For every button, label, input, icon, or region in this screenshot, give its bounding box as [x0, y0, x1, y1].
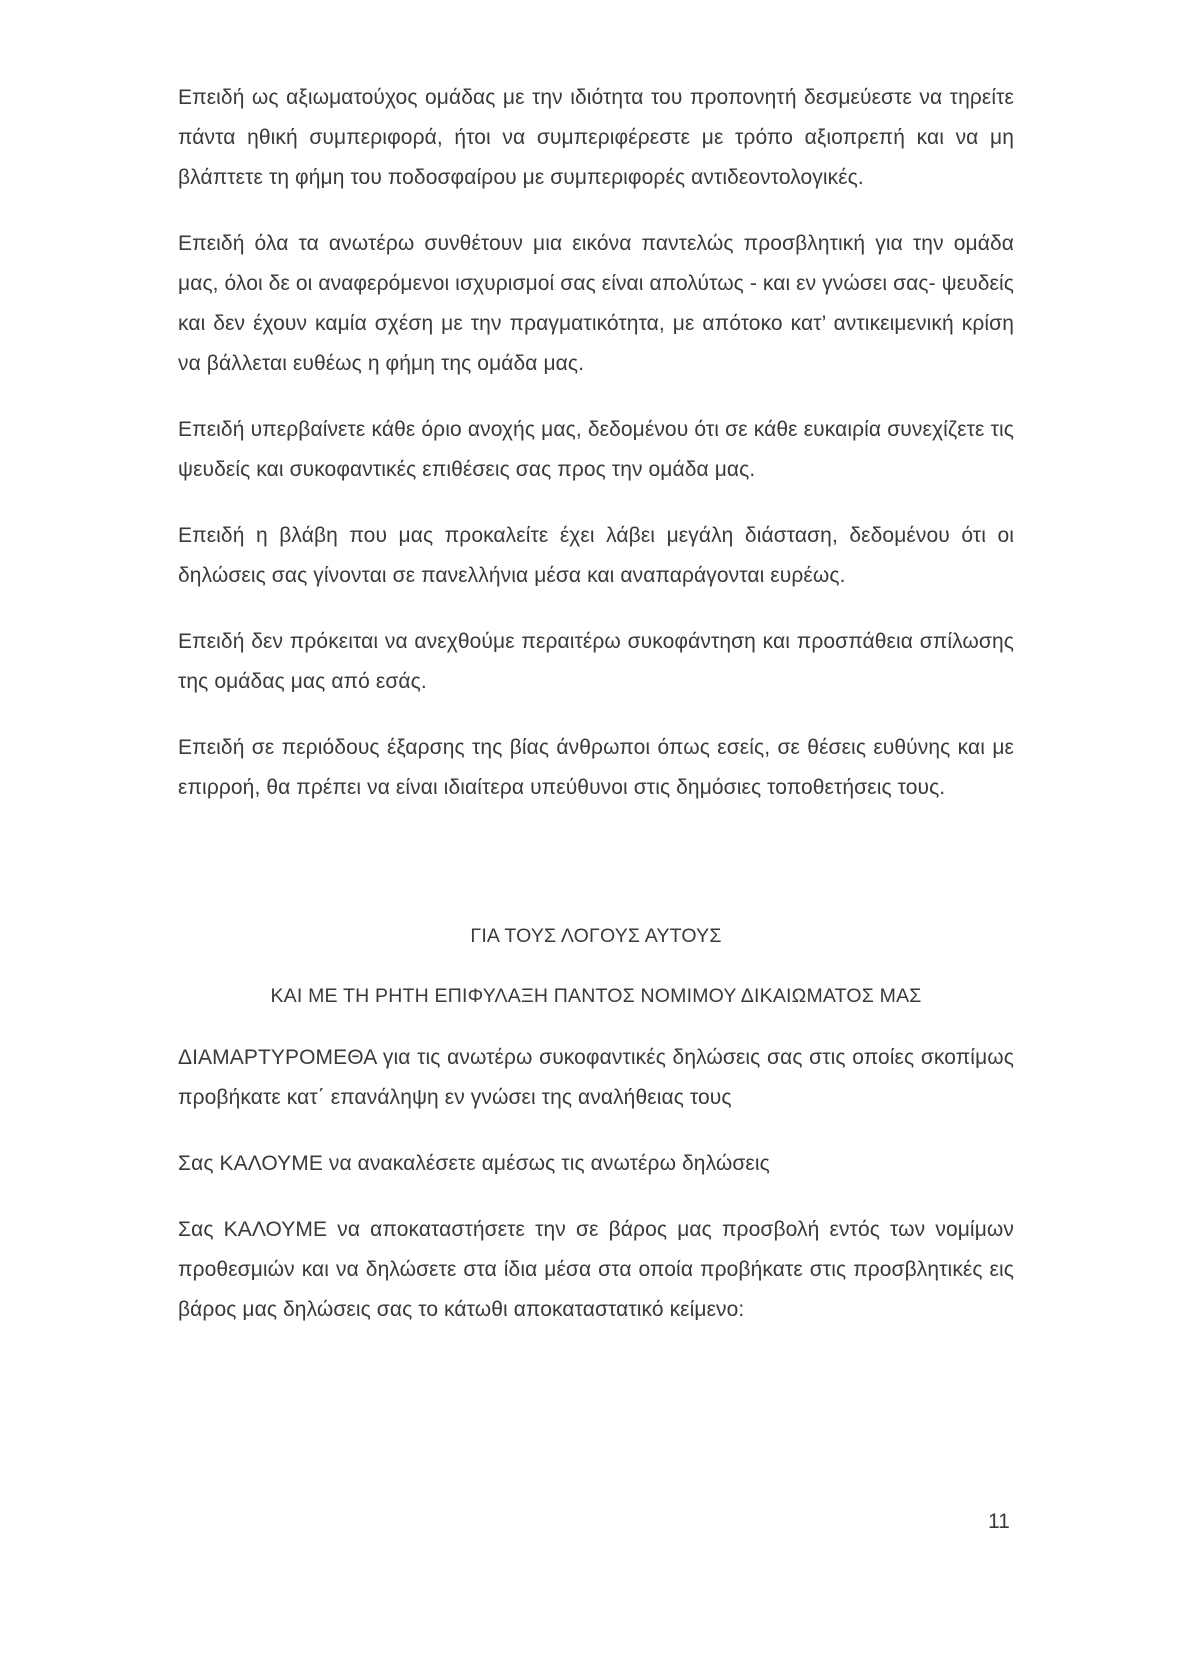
- demand-protest: ΔΙΑΜΑΡΤΥΡΟΜΕΘΑ για τις ανωτέρω συκοφαντικές δηλώσεις σας στις οποίες σκοπίμως προβήκατε κατ΄ επανάληψη εν γνώσει της αναλήθειας τους: [178, 1046, 1014, 1109]
- demand-retract: Σας ΚΑΛΟΥΜΕ να ανακαλέσετε αμέσως τις ανωτέρω δηλώσεις: [178, 1152, 770, 1175]
- document-page: [178, 78, 1014, 1330]
- paragraph-damage-extent: Επειδή η βλάβη που μας προκαλείτε έχει λάβει μεγάλη διάσταση, δεδομένου ότι οι δηλώσεις σας γίνονται σε πανελλήνια μέσα και αναπαράγονται ευρέως.: [178, 524, 1014, 587]
- paragraph-offensive-image: Επειδή όλα τα ανωτέρω συνθέτουν μια εικόνα παντελώς προσβλητική για την ομάδα μας, όλοι δε οι αναφερόμενοι ισχυρισμοί σας είναι απολύτως - και εν γνώσει σας- ψευδείς και δεν έχουν καμία σχέση με την πραγματικότητα, με απότοκο κατ’ αντικειμενική κρίση να βάλλεται ευθέως η φήμη της ομάδα μας.: [178, 232, 1014, 375]
- paragraph-public-responsibility: Επειδή σε περιόδους έξαρσης της βίας άνθρωποι όπως εσείς, σε θέσεις ευθύνης και με επιρροή, θα πρέπει να είναι ιδιαίτερα υπεύθυνοι στις δημόσιες τοποθετήσεις τους.: [178, 736, 1014, 799]
- section-heading-reservation: ΚΑΙ ΜΕ ΤΗ ΡΗΤΗ ΕΠΙΦΥΛΑΞΗ ΠΑΝΤΟΣ ΝΟΜΙΜΟΥ ΔΙΚΑΙΩΜΑΤΟΣ ΜΑΣ: [270, 985, 922, 1007]
- paragraph-tolerance-limit: Επειδή υπερβαίνετε κάθε όριο ανοχής μας, δεδομένου ότι σε κάθε ευκαιρία συνεχίζετε τις ψευδείς και συκοφαντικές επιθέσεις σας προς την ομάδα μας.: [178, 418, 1014, 481]
- section-heading-reasons: ΓΙΑ ΤΟΥΣ ΛΟΓΟΥΣ ΑΥΤΟΥΣ: [470, 925, 722, 947]
- page-number: 11: [988, 1510, 1010, 1533]
- paragraph-coach-obligations: Επειδή ως αξιωματούχος ομάδας με την ιδιότητα του προπονητή δεσμεύεστε να τηρείτε πάντα ηθική συμπεριφορά, ήτοι να συμπεριφέρεστε με τρόπο αξιοπρεπή και να μη βλάπτετε τη φήμη του ποδοσφαίρου με συμπεριφορές αντιδεοντολογικές.: [178, 86, 1014, 189]
- demand-restore: Σας ΚΑΛΟΥΜΕ να αποκαταστήσετε την σε βάρος μας προσβολή εντός των νομίμων προθεσμιών και να δηλώσετε στα ίδια μέσα στα οποία προβήκατε στις προσβλητικές εις βάρος μας δηλώσεις σας το κάτωθι αποκαταστατικό κείμενο:: [178, 1218, 1014, 1321]
- paragraph-no-further-tolerance: Επειδή δεν πρόκειται να ανεχθούμε περαιτέρω συκοφάντηση και προσπάθεια σπίλωσης της ομάδας μας από εσάς.: [178, 630, 1014, 693]
